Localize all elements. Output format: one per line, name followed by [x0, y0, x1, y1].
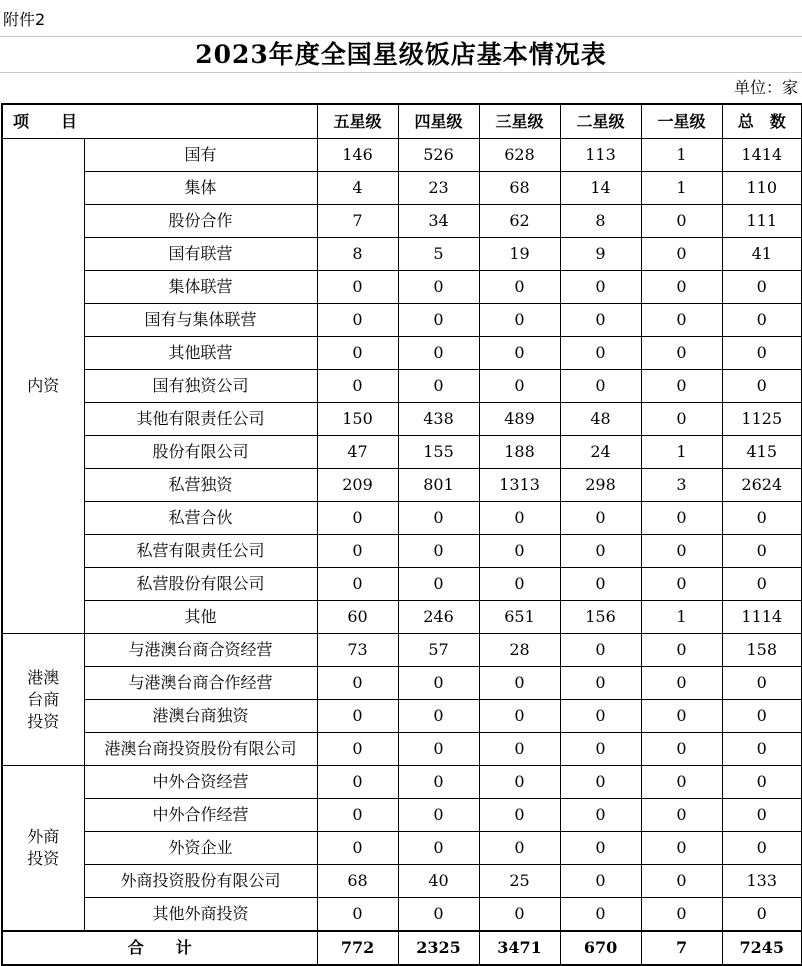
value-cell: 0: [479, 733, 560, 766]
value-cell: 0: [641, 337, 722, 370]
value-cell: 0: [641, 700, 722, 733]
row-name: 外商投资股份有限公司: [84, 865, 317, 898]
table-row: [2, 733, 802, 766]
value-cell: 651: [479, 601, 560, 634]
row-name: 集体联营: [84, 271, 317, 304]
table-row: [2, 865, 802, 898]
value-cell: 0: [560, 337, 641, 370]
value-cell: 0: [722, 535, 802, 568]
value-cell: 0: [398, 271, 479, 304]
value-cell: 0: [560, 502, 641, 535]
row-name: 股份合作: [84, 205, 317, 238]
total-value-cell: 772: [317, 931, 398, 965]
value-cell: 415: [722, 436, 802, 469]
value-cell: 0: [560, 766, 641, 799]
value-cell: 246: [398, 601, 479, 634]
sheet-gridline: [0, 72, 802, 73]
total-row: [2, 931, 802, 965]
value-cell: 0: [722, 832, 802, 865]
value-cell: 133: [722, 865, 802, 898]
value-cell: 0: [317, 700, 398, 733]
value-cell: 0: [398, 304, 479, 337]
value-cell: 0: [560, 535, 641, 568]
value-cell: 0: [641, 205, 722, 238]
value-cell: 0: [560, 304, 641, 337]
value-cell: 0: [479, 898, 560, 932]
value-cell: 0: [641, 568, 722, 601]
value-cell: 0: [398, 733, 479, 766]
value-cell: 0: [398, 700, 479, 733]
table-row: [2, 700, 802, 733]
value-cell: 1: [641, 436, 722, 469]
value-cell: 0: [641, 634, 722, 667]
value-cell: 0: [560, 700, 641, 733]
value-cell: 0: [722, 304, 802, 337]
group-label-cell: [2, 766, 84, 932]
value-cell: 0: [479, 667, 560, 700]
value-cell: 0: [479, 370, 560, 403]
value-cell: 60: [317, 601, 398, 634]
row-name: 港澳台商独资: [84, 700, 317, 733]
value-cell: 0: [479, 832, 560, 865]
group-label-cell: [2, 139, 84, 634]
value-cell: 3: [641, 469, 722, 502]
table-row: [2, 370, 802, 403]
table-row: [2, 304, 802, 337]
value-cell: 0: [560, 271, 641, 304]
value-cell: 0: [722, 667, 802, 700]
header-four-star: 四星级: [398, 104, 479, 139]
table-row: [2, 205, 802, 238]
value-cell: 526: [398, 139, 479, 172]
value-cell: 0: [722, 700, 802, 733]
value-cell: 146: [317, 139, 398, 172]
value-cell: 0: [479, 700, 560, 733]
row-name: 与港澳台商合作经营: [84, 667, 317, 700]
value-cell: 8: [560, 205, 641, 238]
value-cell: 0: [479, 304, 560, 337]
value-cell: 155: [398, 436, 479, 469]
value-cell: 0: [641, 502, 722, 535]
table-row: [2, 238, 802, 271]
page-title: 2023年度全国星级饭店基本情况表: [195, 40, 607, 69]
table-row: [2, 535, 802, 568]
value-cell: 0: [641, 733, 722, 766]
value-cell: 0: [398, 337, 479, 370]
value-cell: 1: [641, 601, 722, 634]
value-cell: 68: [479, 172, 560, 205]
row-name: 国有: [84, 139, 317, 172]
row-name: 国有与集体联营: [84, 304, 317, 337]
value-cell: 1: [641, 139, 722, 172]
value-cell: 40: [398, 865, 479, 898]
table-row: [2, 436, 802, 469]
value-cell: 0: [722, 271, 802, 304]
value-cell: 1114: [722, 601, 802, 634]
group-label-cell: [2, 634, 84, 766]
value-cell: 0: [479, 502, 560, 535]
value-cell: 0: [641, 403, 722, 436]
row-name: 私营合伙: [84, 502, 317, 535]
row-name: 集体: [84, 172, 317, 205]
value-cell: 0: [641, 766, 722, 799]
value-cell: 0: [641, 799, 722, 832]
value-cell: 0: [722, 766, 802, 799]
total-value-cell: 3471: [479, 931, 560, 965]
value-cell: 150: [317, 403, 398, 436]
value-cell: 628: [479, 139, 560, 172]
hotel-statistics-table: [1, 103, 802, 966]
value-cell: 23: [398, 172, 479, 205]
value-cell: 110: [722, 172, 802, 205]
value-cell: 0: [641, 238, 722, 271]
group-label: 港澳台商投资: [27, 667, 60, 731]
table-row: [2, 799, 802, 832]
header-one-star: 一星级: [641, 104, 722, 139]
value-cell: 0: [641, 535, 722, 568]
value-cell: 0: [317, 370, 398, 403]
value-cell: 0: [641, 370, 722, 403]
value-cell: 0: [317, 271, 398, 304]
value-cell: 0: [641, 865, 722, 898]
row-name: 其他: [84, 601, 317, 634]
total-value-cell: 7: [641, 931, 722, 965]
value-cell: 62: [479, 205, 560, 238]
value-cell: 0: [560, 832, 641, 865]
value-cell: 0: [317, 667, 398, 700]
value-cell: 0: [317, 799, 398, 832]
table-row: [2, 832, 802, 865]
value-cell: 0: [560, 898, 641, 932]
row-name: 中外合作经营: [84, 799, 317, 832]
row-name: 与港澳台商合资经营: [84, 634, 317, 667]
table-row: [2, 766, 802, 799]
table-row: [2, 634, 802, 667]
value-cell: 801: [398, 469, 479, 502]
value-cell: 0: [722, 898, 802, 932]
value-cell: 0: [398, 766, 479, 799]
total-value-cell: 670: [560, 931, 641, 965]
value-cell: 0: [317, 766, 398, 799]
table-row: [2, 271, 802, 304]
table-row: [2, 139, 802, 172]
table-row: [2, 172, 802, 205]
value-cell: 156: [560, 601, 641, 634]
value-cell: 0: [560, 370, 641, 403]
value-cell: 28: [479, 634, 560, 667]
row-name: 其他外商投资: [84, 898, 317, 932]
total-value-cell: 7245: [722, 931, 802, 965]
value-cell: 298: [560, 469, 641, 502]
unit-label: 单位：家: [733, 78, 798, 97]
value-cell: 113: [560, 139, 641, 172]
value-cell: 0: [722, 370, 802, 403]
value-cell: 0: [479, 337, 560, 370]
value-cell: 0: [722, 568, 802, 601]
table-row: [2, 601, 802, 634]
value-cell: 0: [479, 535, 560, 568]
value-cell: 209: [317, 469, 398, 502]
value-cell: 0: [317, 502, 398, 535]
value-cell: 0: [479, 568, 560, 601]
table-row: [2, 403, 802, 436]
value-cell: 41: [722, 238, 802, 271]
value-cell: 0: [479, 799, 560, 832]
row-name: 国有独资公司: [84, 370, 317, 403]
value-cell: 1125: [722, 403, 802, 436]
table-row: [2, 568, 802, 601]
group-label: 外商投资: [27, 827, 60, 868]
table-header-row: [2, 104, 802, 139]
value-cell: 2624: [722, 469, 802, 502]
value-cell: 158: [722, 634, 802, 667]
value-cell: 0: [560, 733, 641, 766]
value-cell: 188: [479, 436, 560, 469]
value-cell: 0: [398, 502, 479, 535]
value-cell: 0: [479, 271, 560, 304]
value-cell: 0: [560, 865, 641, 898]
value-cell: 0: [398, 898, 479, 932]
value-cell: 0: [641, 898, 722, 932]
table-row: [2, 667, 802, 700]
value-cell: 0: [398, 799, 479, 832]
value-cell: 0: [641, 667, 722, 700]
value-cell: 25: [479, 865, 560, 898]
value-cell: 0: [317, 832, 398, 865]
value-cell: 1: [641, 172, 722, 205]
header-three-star: 三星级: [479, 104, 560, 139]
sheet-gridline: [0, 36, 802, 37]
value-cell: 47: [317, 436, 398, 469]
row-name: 其他有限责任公司: [84, 403, 317, 436]
value-cell: 0: [641, 271, 722, 304]
value-cell: 0: [722, 733, 802, 766]
value-cell: 0: [317, 733, 398, 766]
value-cell: 34: [398, 205, 479, 238]
value-cell: 68: [317, 865, 398, 898]
value-cell: 0: [641, 304, 722, 337]
value-cell: 9: [560, 238, 641, 271]
value-cell: 0: [317, 337, 398, 370]
value-cell: 1414: [722, 139, 802, 172]
value-cell: 438: [398, 403, 479, 436]
value-cell: 8: [317, 238, 398, 271]
value-cell: 0: [398, 370, 479, 403]
value-cell: 24: [560, 436, 641, 469]
total-label: 合 计: [2, 931, 317, 965]
value-cell: 4: [317, 172, 398, 205]
value-cell: 0: [398, 667, 479, 700]
header-five-star: 五星级: [317, 104, 398, 139]
row-name: 港澳台商投资股份有限公司: [84, 733, 317, 766]
header-two-star: 二星级: [560, 104, 641, 139]
value-cell: 0: [317, 535, 398, 568]
value-cell: 0: [317, 304, 398, 337]
value-cell: 19: [479, 238, 560, 271]
value-cell: 7: [317, 205, 398, 238]
row-name: 私营股份有限公司: [84, 568, 317, 601]
attachment-label: 附件2: [3, 10, 46, 29]
value-cell: 0: [560, 667, 641, 700]
header-total: 总 数: [722, 104, 802, 139]
value-cell: 48: [560, 403, 641, 436]
table-row: [2, 469, 802, 502]
row-name: 其他联营: [84, 337, 317, 370]
value-cell: 73: [317, 634, 398, 667]
value-cell: 0: [641, 832, 722, 865]
group-label: 内资: [27, 376, 60, 395]
value-cell: 489: [479, 403, 560, 436]
total-value-cell: 2325: [398, 931, 479, 965]
row-name: 中外合资经营: [84, 766, 317, 799]
row-name: 私营有限责任公司: [84, 535, 317, 568]
value-cell: 0: [560, 568, 641, 601]
value-cell: 57: [398, 634, 479, 667]
value-cell: 111: [722, 205, 802, 238]
value-cell: 0: [479, 766, 560, 799]
value-cell: 0: [722, 502, 802, 535]
value-cell: 0: [398, 568, 479, 601]
table-row: [2, 337, 802, 370]
value-cell: 1313: [479, 469, 560, 502]
row-name: 股份有限公司: [84, 436, 317, 469]
row-name: 外资企业: [84, 832, 317, 865]
value-cell: 0: [722, 799, 802, 832]
row-name: 私营独资: [84, 469, 317, 502]
table-row: [2, 898, 802, 932]
value-cell: 0: [722, 337, 802, 370]
row-name: 国有联营: [84, 238, 317, 271]
value-cell: 0: [317, 568, 398, 601]
table-row: [2, 502, 802, 535]
value-cell: 0: [560, 634, 641, 667]
header-item: 项 目: [2, 104, 317, 139]
value-cell: 0: [398, 832, 479, 865]
value-cell: 0: [560, 799, 641, 832]
value-cell: 5: [398, 238, 479, 271]
value-cell: 14: [560, 172, 641, 205]
value-cell: 0: [398, 535, 479, 568]
value-cell: 0: [317, 898, 398, 932]
